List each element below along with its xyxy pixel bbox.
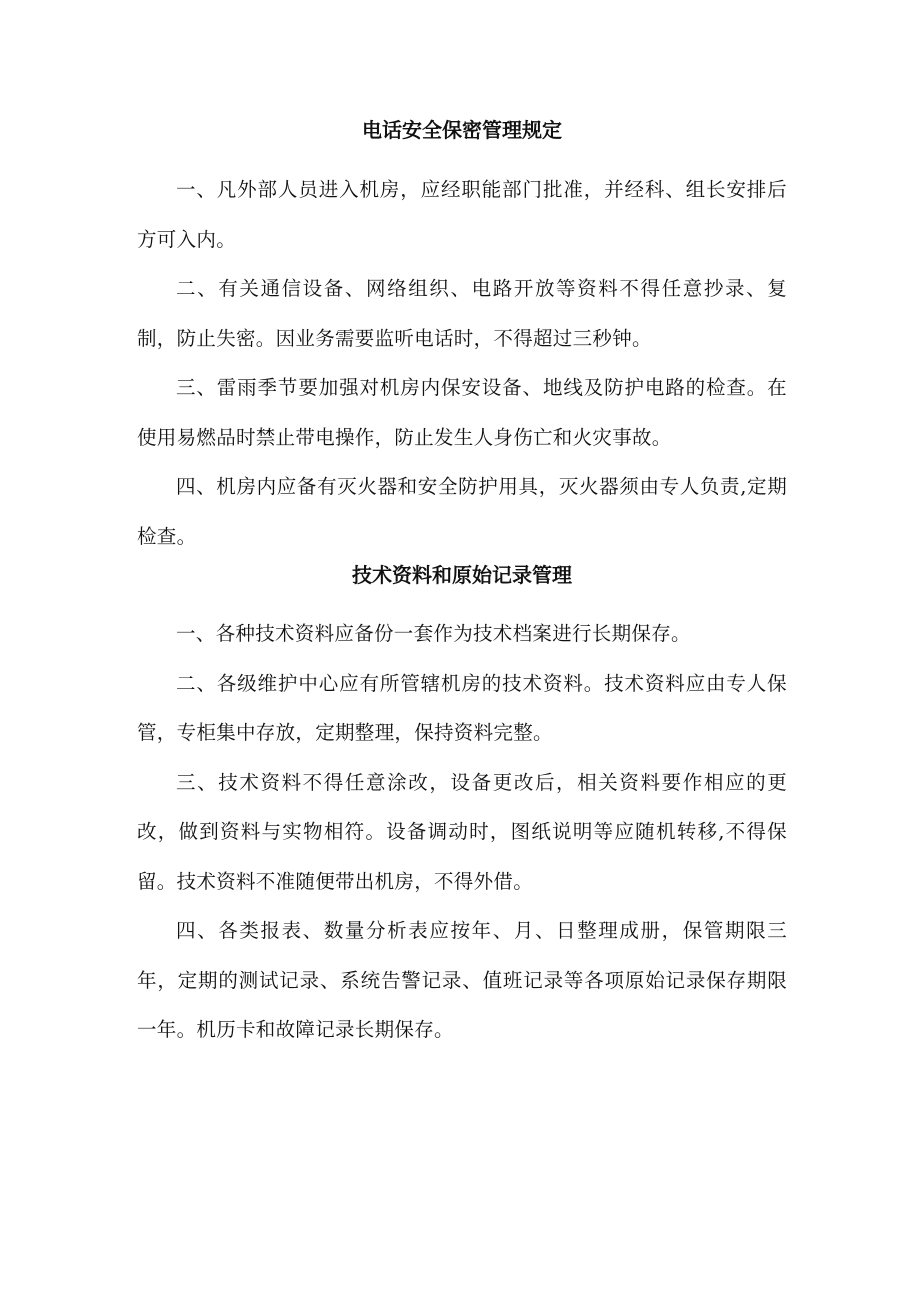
paragraph-4: 四、各类报表、数量分析表应按年、月、日整理成册，保管期限三年，定期的测试记录、系统告警记录、值班记录等各项原始记录保存期限一年。机历卡和故障记录长期保存。 [137,919,787,1041]
paragraph-3: 三、技术资料不得任意涂改，设备更改后，相关资料要作相应的更改，做到资料与实物相符。设备调动时，图纸说明等应随机转移,不得保留。技术资料不准随便带出机房，不得外借。 [137,770,787,893]
paragraph-3: 三、雷雨季节要加强对机房内保安设备、地线及防护电路的检查。在使用易燃品时禁止带电操作，防止发生人身伤亡和火灾事故。 [137,376,787,449]
paragraph-1: 一、各种技术资料应备份一套作为技术档案进行长期保存。 [176,622,691,645]
section-title: 电话安全保密管理规定 [362,118,562,142]
paragraph-1: 一、凡外部人员进入机房，应经职能部门批准，并经科、组长安排后方可入内。 [137,178,787,251]
section-technical-records [137,560,787,1055]
section-phone-security [137,115,787,561]
paragraph-2: 二、有关通信设备、网络组织、电路开放等资料不得任意抄录、复制，防止失密。因业务需要监听电话时，不得超过三秒钟。 [137,277,787,350]
paragraph-4: 四、机房内应备有灭火器和安全防护用具，灭火器须由专人负责,定期检查。 [137,475,787,548]
paragraph-2: 二、各级维护中心应有所管辖机房的技术资料。技术资料应由专人保管，专柜集中存放，定期整理，保持资料完整。 [137,671,787,744]
section-title: 技术资料和原始记录管理 [352,563,572,587]
